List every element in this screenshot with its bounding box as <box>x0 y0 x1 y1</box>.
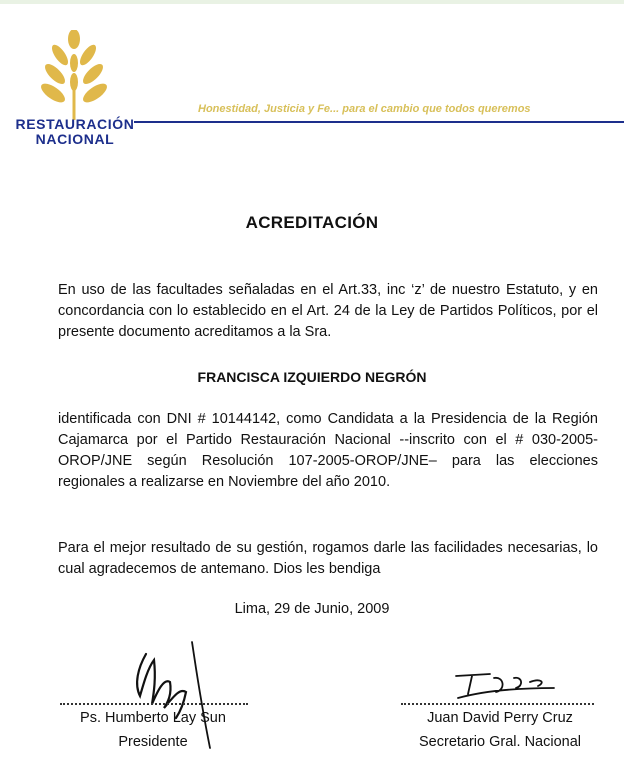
party-tagline: Honestidad, Justicia y Fe... para el cambio que todos queremos <box>198 103 531 115</box>
signatory-left-name: Ps. Humberto Lay Sun <box>80 710 226 726</box>
document-title: ACREDITACIÓN <box>245 213 379 232</box>
signature-line-left <box>60 703 248 705</box>
body-paragraph-3: Para el mejor resultado de su gestión, rogamos darle las facilidades necesarias, lo cual agradecemos de antemano. Dios les bendiga <box>58 540 598 577</box>
signatory-right-name: Juan David Perry Cruz <box>427 710 573 726</box>
logo-line-1: RESTAURACIÓN <box>15 116 135 132</box>
signature-line-right <box>401 703 594 705</box>
wheat-logo-icon <box>34 30 114 122</box>
signatory-right-role: Secretario Gral. Nacional <box>419 734 581 750</box>
top-strip <box>0 0 624 4</box>
party-logo-text <box>10 117 140 147</box>
candidate-name: FRANCISCA IZQUIERDO NEGRÓN <box>197 369 427 385</box>
signatory-left-role: Presidente <box>118 734 188 750</box>
body-paragraph-2: identificada con DNI # 10144142, como Candidata a la Presidencia de la Región Cajamarca por el Partido Restauración Nacional --inscrito con el # 030-2005-OROP/JNE según Resolución 107-2005-OROP/JNE– para las elecciones regionales a realizarse en Noviembre del año 2010. <box>58 411 598 490</box>
logo-line-2: NACIONAL <box>35 131 115 147</box>
body-paragraph-1: En uso de las facultades señaladas en el Art.33, inc ‘z’ de nuestro Estatuto, y en concordancia con lo establecido en el Art. 24 de la Ley de Partidos Políticos, por el presente documento acreditamos a la Sra. <box>58 282 598 340</box>
handwritten-signature-right <box>450 668 560 704</box>
place-date: Lima, 29 de Junio, 2009 <box>234 601 390 617</box>
header-rule <box>134 121 624 123</box>
